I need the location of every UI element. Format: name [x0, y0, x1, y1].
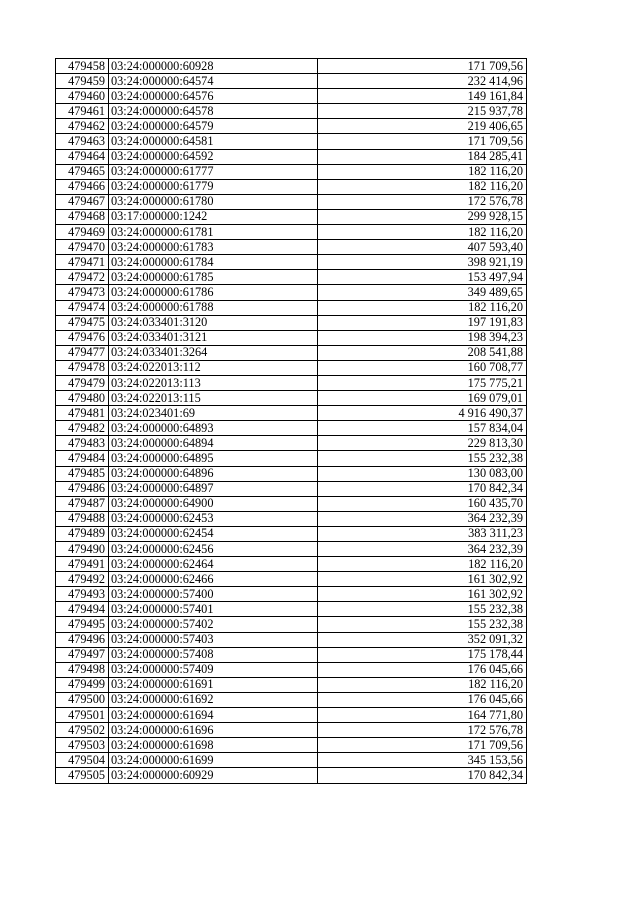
table-row: [56, 255, 527, 270]
cadastral-number-cell: 03:24:000000:64896: [109, 466, 318, 481]
row-number-cell: 479501: [56, 708, 109, 723]
table-row: [56, 708, 527, 723]
row-number-cell: 479495: [56, 617, 109, 632]
value-cell: 299 928,15: [318, 209, 527, 224]
row-number-cell: 479492: [56, 572, 109, 587]
row-number-cell: 479461: [56, 104, 109, 119]
row-number-cell: 479491: [56, 557, 109, 572]
cadastral-number-cell: 03:24:000000:60929: [109, 768, 318, 783]
value-cell: 161 302,92: [318, 572, 527, 587]
value-cell: 184 285,41: [318, 149, 527, 164]
cadastral-number-cell: 03:24:000000:57403: [109, 632, 318, 647]
value-cell: 169 079,01: [318, 391, 527, 406]
cadastral-number-cell: 03:24:000000:61783: [109, 240, 318, 255]
cadastral-number-cell: 03:24:000000:64579: [109, 119, 318, 134]
row-number-cell: 479496: [56, 632, 109, 647]
table-row: [56, 270, 527, 285]
cadastral-number-cell: 03:24:023401:69: [109, 406, 318, 421]
row-number-cell: 479466: [56, 179, 109, 194]
table-row: [56, 225, 527, 240]
table-row: [56, 391, 527, 406]
table-row: [56, 164, 527, 179]
value-cell: 155 232,38: [318, 617, 527, 632]
value-cell: 398 921,19: [318, 255, 527, 270]
cadastral-number-cell: 03:24:022013:113: [109, 375, 318, 390]
value-cell: 153 497,94: [318, 270, 527, 285]
table-row: [56, 74, 527, 89]
row-number-cell: 479482: [56, 421, 109, 436]
cadastral-number-cell: 03:24:000000:64895: [109, 451, 318, 466]
table-row: [56, 602, 527, 617]
row-number-cell: 479475: [56, 315, 109, 330]
value-cell: 349 489,65: [318, 285, 527, 300]
table-row: [56, 89, 527, 104]
table-row: [56, 240, 527, 255]
table-row: [56, 572, 527, 587]
value-cell: 149 161,84: [318, 89, 527, 104]
value-cell: 175 775,21: [318, 375, 527, 390]
row-number-cell: 479505: [56, 768, 109, 783]
cadastral-number-cell: 03:24:000000:61691: [109, 677, 318, 692]
cadastral-number-cell: 03:24:000000:62456: [109, 542, 318, 557]
cadastral-number-cell: 03:24:000000:61699: [109, 753, 318, 768]
table-row: [56, 632, 527, 647]
value-cell: 161 302,92: [318, 587, 527, 602]
row-number-cell: 479480: [56, 391, 109, 406]
table-row: [56, 662, 527, 677]
cadastral-number-cell: 03:24:000000:64900: [109, 496, 318, 511]
value-cell: 229 813,30: [318, 436, 527, 451]
cadastral-number-cell: 03:24:000000:57402: [109, 617, 318, 632]
cadastral-number-cell: 03:24:000000:64578: [109, 104, 318, 119]
cadastral-value-table: [55, 58, 527, 784]
cadastral-number-cell: 03:24:000000:61780: [109, 194, 318, 209]
table-row: [56, 134, 527, 149]
table-row: [56, 406, 527, 421]
table-row: [56, 375, 527, 390]
row-number-cell: 479459: [56, 74, 109, 89]
value-cell: 176 045,66: [318, 662, 527, 677]
value-cell: 160 435,70: [318, 496, 527, 511]
table-row: [56, 738, 527, 753]
cadastral-number-cell: 03:24:000000:61781: [109, 225, 318, 240]
value-cell: 182 116,20: [318, 557, 527, 572]
table-row: [56, 481, 527, 496]
row-number-cell: 479498: [56, 662, 109, 677]
table-row: [56, 300, 527, 315]
row-number-cell: 479494: [56, 602, 109, 617]
row-number-cell: 479487: [56, 496, 109, 511]
value-cell: 176 045,66: [318, 692, 527, 707]
cadastral-number-cell: 03:24:033401:3121: [109, 330, 318, 345]
row-number-cell: 479474: [56, 300, 109, 315]
table-row: [56, 526, 527, 541]
cadastral-number-cell: 03:24:000000:57401: [109, 602, 318, 617]
table-row: [56, 360, 527, 375]
cadastral-number-cell: 03:24:022013:115: [109, 391, 318, 406]
value-cell: 160 708,77: [318, 360, 527, 375]
row-number-cell: 479462: [56, 119, 109, 134]
value-cell: 172 576,78: [318, 194, 527, 209]
value-cell: 197 191,83: [318, 315, 527, 330]
value-cell: 182 116,20: [318, 300, 527, 315]
table-row: [56, 496, 527, 511]
cadastral-number-cell: 03:24:000000:62464: [109, 557, 318, 572]
table-row: [56, 345, 527, 360]
cadastral-number-cell: 03:24:000000:64574: [109, 74, 318, 89]
value-cell: 171 709,56: [318, 134, 527, 149]
cadastral-number-cell: 03:24:000000:64897: [109, 481, 318, 496]
table-row: [56, 647, 527, 662]
table-row: [56, 692, 527, 707]
cadastral-number-cell: 03:24:000000:57409: [109, 662, 318, 677]
cadastral-number-cell: 03:24:000000:64894: [109, 436, 318, 451]
table-row: [56, 179, 527, 194]
row-number-cell: 479500: [56, 692, 109, 707]
table-row: [56, 285, 527, 300]
value-cell: 171 709,56: [318, 738, 527, 753]
value-cell: 170 842,34: [318, 481, 527, 496]
table-row: [56, 149, 527, 164]
table-row: [56, 511, 527, 526]
value-cell: 157 834,04: [318, 421, 527, 436]
row-number-cell: 479504: [56, 753, 109, 768]
row-number-cell: 479472: [56, 270, 109, 285]
value-cell: 4 916 490,37: [318, 406, 527, 421]
cadastral-number-cell: 03:24:000000:61694: [109, 708, 318, 723]
table-row: [56, 59, 527, 74]
row-number-cell: 479485: [56, 466, 109, 481]
row-number-cell: 479499: [56, 677, 109, 692]
value-cell: 345 153,56: [318, 753, 527, 768]
row-number-cell: 479486: [56, 481, 109, 496]
row-number-cell: 479464: [56, 149, 109, 164]
value-cell: 364 232,39: [318, 511, 527, 526]
value-cell: 172 576,78: [318, 723, 527, 738]
row-number-cell: 479471: [56, 255, 109, 270]
table-row: [56, 723, 527, 738]
row-number-cell: 479473: [56, 285, 109, 300]
cadastral-number-cell: 03:24:000000:60928: [109, 59, 318, 74]
row-number-cell: 479483: [56, 436, 109, 451]
value-cell: 219 406,65: [318, 119, 527, 134]
row-number-cell: 479497: [56, 647, 109, 662]
cadastral-number-cell: 03:24:000000:61698: [109, 738, 318, 753]
row-number-cell: 479481: [56, 406, 109, 421]
cadastral-number-cell: 03:24:033401:3120: [109, 315, 318, 330]
value-cell: 407 593,40: [318, 240, 527, 255]
table-row: [56, 436, 527, 451]
table-row: [56, 421, 527, 436]
value-cell: 130 083,00: [318, 466, 527, 481]
value-cell: 171 709,56: [318, 59, 527, 74]
row-number-cell: 479476: [56, 330, 109, 345]
cadastral-number-cell: 03:24:000000:61786: [109, 285, 318, 300]
cadastral-number-cell: 03:24:000000:57408: [109, 647, 318, 662]
cadastral-number-cell: 03:24:000000:61788: [109, 300, 318, 315]
value-cell: 215 937,78: [318, 104, 527, 119]
cadastral-number-cell: 03:24:000000:62453: [109, 511, 318, 526]
value-cell: 364 232,39: [318, 542, 527, 557]
table-row: [56, 753, 527, 768]
cadastral-number-cell: 03:24:000000:62466: [109, 572, 318, 587]
value-cell: 155 232,38: [318, 602, 527, 617]
row-number-cell: 479467: [56, 194, 109, 209]
table-row: [56, 768, 527, 783]
table-row: [56, 542, 527, 557]
cadastral-number-cell: 03:24:000000:61784: [109, 255, 318, 270]
cadastral-number-cell: 03:24:000000:61777: [109, 164, 318, 179]
value-cell: 155 232,38: [318, 451, 527, 466]
table-row: [56, 119, 527, 134]
table-row: [56, 617, 527, 632]
value-cell: 164 771,80: [318, 708, 527, 723]
row-number-cell: 479484: [56, 451, 109, 466]
table-row: [56, 315, 527, 330]
table-row: [56, 557, 527, 572]
cadastral-number-cell: 03:24:000000:64581: [109, 134, 318, 149]
table-row: [56, 451, 527, 466]
row-number-cell: 479470: [56, 240, 109, 255]
row-number-cell: 479478: [56, 360, 109, 375]
cadastral-number-cell: 03:24:033401:3264: [109, 345, 318, 360]
row-number-cell: 479477: [56, 345, 109, 360]
value-cell: 182 116,20: [318, 164, 527, 179]
row-number-cell: 479463: [56, 134, 109, 149]
row-number-cell: 479489: [56, 526, 109, 541]
cadastral-number-cell: 03:24:000000:64592: [109, 149, 318, 164]
row-number-cell: 479465: [56, 164, 109, 179]
table-row: [56, 330, 527, 345]
table-row: [56, 587, 527, 602]
cadastral-number-cell: 03:24:000000:64893: [109, 421, 318, 436]
row-number-cell: 479503: [56, 738, 109, 753]
cadastral-number-cell: 03:24:000000:57400: [109, 587, 318, 602]
value-cell: 198 394,23: [318, 330, 527, 345]
table-row: [56, 677, 527, 692]
table-body: [56, 59, 527, 784]
table-row: [56, 104, 527, 119]
cadastral-number-cell: 03:24:022013:112: [109, 360, 318, 375]
row-number-cell: 479479: [56, 375, 109, 390]
row-number-cell: 479460: [56, 89, 109, 104]
value-cell: 352 091,32: [318, 632, 527, 647]
cadastral-number-cell: 03:24:000000:61785: [109, 270, 318, 285]
row-number-cell: 479493: [56, 587, 109, 602]
cadastral-number-cell: 03:24:000000:61696: [109, 723, 318, 738]
cadastral-number-cell: 03:17:000000:1242: [109, 209, 318, 224]
value-cell: 182 116,20: [318, 179, 527, 194]
value-cell: 175 178,44: [318, 647, 527, 662]
row-number-cell: 479469: [56, 225, 109, 240]
row-number-cell: 479488: [56, 511, 109, 526]
document-page: [55, 58, 527, 784]
row-number-cell: 479490: [56, 542, 109, 557]
table-row: [56, 209, 527, 224]
table-row: [56, 194, 527, 209]
table-row: [56, 466, 527, 481]
value-cell: 208 541,88: [318, 345, 527, 360]
cadastral-number-cell: 03:24:000000:64576: [109, 89, 318, 104]
value-cell: 383 311,23: [318, 526, 527, 541]
row-number-cell: 479502: [56, 723, 109, 738]
cadastral-number-cell: 03:24:000000:61779: [109, 179, 318, 194]
value-cell: 182 116,20: [318, 677, 527, 692]
value-cell: 170 842,34: [318, 768, 527, 783]
value-cell: 232 414,96: [318, 74, 527, 89]
cadastral-number-cell: 03:24:000000:62454: [109, 526, 318, 541]
row-number-cell: 479468: [56, 209, 109, 224]
row-number-cell: 479458: [56, 59, 109, 74]
cadastral-number-cell: 03:24:000000:61692: [109, 692, 318, 707]
value-cell: 182 116,20: [318, 225, 527, 240]
